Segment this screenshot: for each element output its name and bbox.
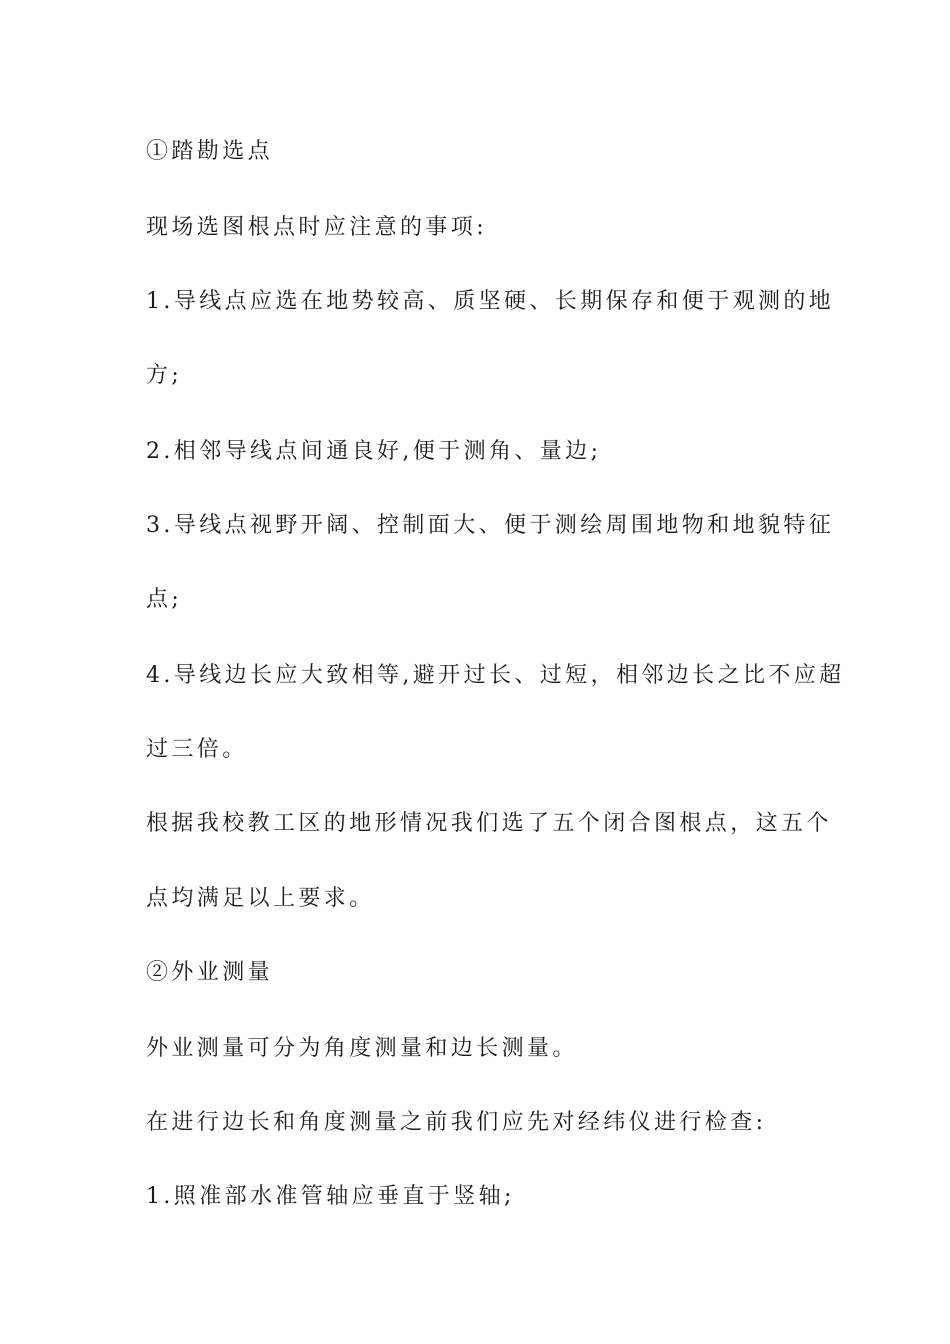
paragraph-line-continuation: 点均满足以上要求。 bbox=[146, 886, 375, 911]
section-heading-site-selection: ①踏勘选点 bbox=[146, 139, 274, 164]
paragraph-line: 根据我校教工区的地形情况我们选了五个闭合图根点，这五个 bbox=[146, 811, 832, 836]
paragraph-line: 现场选图根点时应注意的事项: bbox=[146, 215, 488, 240]
paragraph-line: 在进行边长和角度测量之前我们应先对经纬仪进行检查: bbox=[146, 1110, 767, 1135]
list-item-4: 4.导线边长应大致相等,避开过长、过短，相邻边长之比不应超 bbox=[146, 663, 845, 688]
list-item-2: 2.相邻导线点间通良好,便于测角、量边; bbox=[146, 439, 602, 464]
section-heading-field-survey: ②外业测量 bbox=[146, 960, 274, 985]
list-item-3: 3.导线点视野开阔、控制面大、便于测绘周围地物和地貌特征 bbox=[146, 513, 835, 538]
list-item-4-continuation: 过三倍。 bbox=[146, 737, 248, 762]
list-item-1: 1.照准部水准管轴应垂直于竖轴; bbox=[146, 1184, 515, 1209]
paragraph-line: 外业测量可分为角度测量和边长测量。 bbox=[146, 1036, 578, 1061]
list-item-3-continuation: 点; bbox=[146, 587, 183, 612]
list-item-1: 1.导线点应选在地势较高、质坚硬、长期保存和便于观测的地 bbox=[146, 289, 835, 314]
list-item-1-continuation: 方; bbox=[146, 363, 183, 388]
